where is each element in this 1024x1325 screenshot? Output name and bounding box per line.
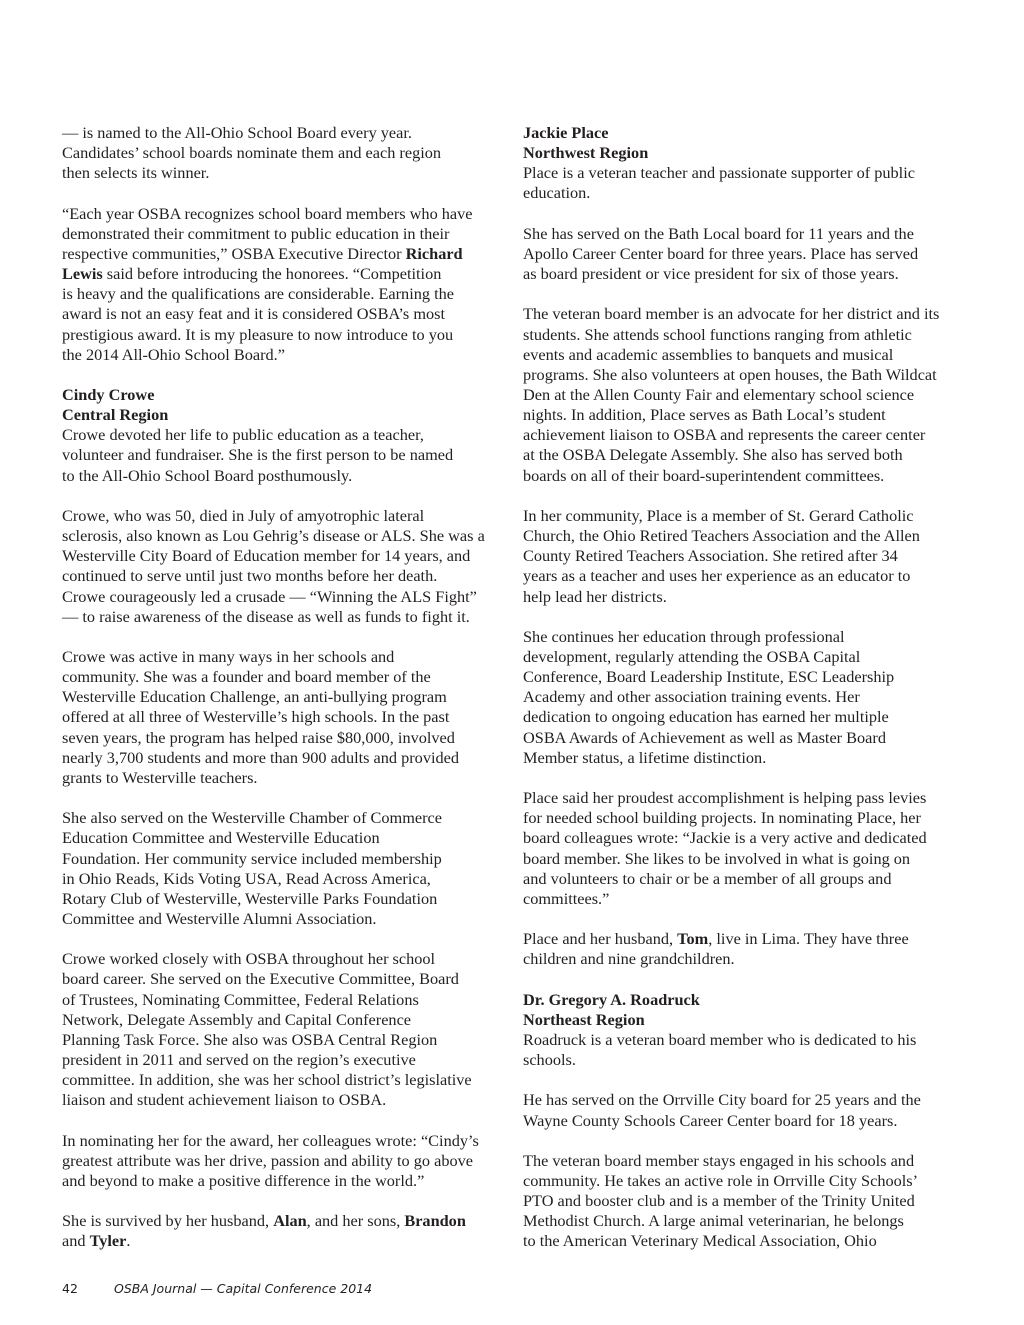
crowe-death-paragraph: Crowe, who was 50, died in July of amyotrophic lateral sclerosis, also known as Lou Gehrig’s disease or ALS. She was a Westerville City Board of Education member for 14 years, and continued to serve until just two months before her death. Crowe courageously led a crusade — “Winning the ALS Fight” — to raise awareness of the disease as well as funds to fight it. — [62, 505, 485, 626]
honoree-name: Jackie Place — [523, 123, 609, 142]
roadruck-profile-intro: Dr. Gregory A. Roadruck Northeast Region Roadruck is a veteran board member who is dedicated to his schools. — [523, 990, 973, 1071]
honoree-name: Cindy Crowe — [62, 385, 155, 404]
lewis-surname: Lewis — [62, 264, 103, 284]
crowe-osba-paragraph: Crowe worked closely with OSBA throughout her school board career. She served on the Executive Committee, Board of Trustees, Nominating Committee, Federal Relations Network, Delegate Assembly and Capital Conference Planning Task Force. She also was OSBA Central Region president in 2011 and served on the region’s executive committee. In addition, she was her school district’s legislative liaison and student achievement liaison to OSBA. — [62, 949, 472, 1110]
place-profile-intro: Jackie Place Northwest Region Place is a veteran teacher and passionate supporter of public education. — [523, 123, 973, 204]
crowe-chamber-paragraph: She also served on the Westerville Chamber of Commerce Education Committee and Westerville Education Foundation. Her community service included membership in Ohio Reads, Kids Voting USA, Read Across America, Rotary Club of Westerville, Westerville Parks Foundation Committee and Westerville Alumni Association. — [62, 808, 442, 929]
place-served-paragraph: She has served on the Bath Local board for 11 years and the Apollo Career Center board for three years. Place has served as board president or vice president for six of those years. — [523, 223, 919, 284]
honoree-region: Central Region — [62, 405, 169, 425]
place-advocate-paragraph: The veteran board member is an advocate for her district and its students. She attends school functions ranging from athletic events and academic assemblies to banquets and musical programs. She also volunteers at open houses, the Bath Wildcat Den at the Allen County Fair and elementary school science nights. In addition, Place serves as Bath Local’s student achievement liaison to OSBA and represents the career center at the OSBA Delegate Assembly. She also has served both boards on all of their board-superintendent committees. — [523, 304, 940, 485]
right-column — [523, 123, 973, 1272]
crowe-active-paragraph: Crowe was active in many ways in her schools and community. She was a founder and board member of the Westerville Education Challenge, an anti-bullying program offered at all three of Westerville’s high schools. In the past seven years, the program has helped raise $80,000, involved nearly 3,700 students and more than 900 adults and provided grants to Westerville teachers. — [62, 647, 459, 787]
place-community-paragraph: In her community, Place is a member of St. Gerard Catholic Church, the Ohio Retired Teachers Association and the Allen County Retired Teachers Association. She retired after 34 years as a teacher and uses her experience as an educator to help lead her districts. — [523, 505, 920, 606]
intro-paragraph: — is named to the All-Ohio School Board every year. Candidates’ school boards nominate them and each region then selects its winner. — [62, 123, 442, 183]
place-proudest-paragraph: Place said her proudest accomplishment is helping pass levies for needed school building projects. In nominating Place, her board colleagues wrote: “Jackie is a very active and dedicated board member. She likes to be involved in what is going on and volunteers to chair or be a member of all groups and committees.” — [523, 788, 927, 908]
place-education-paragraph: She continues her education through professional development, regularly attending the OSBA Capital Conference, Board Leadership Institute, ESC Leadership Academy and other association training events. Her dedication to ongoing education has earned her multiple OSBA Awards of Achievement as well as Master Board Member status, a lifetime distinction. — [523, 626, 895, 767]
honoree-region: Northwest Region — [523, 143, 649, 163]
journal-title: OSBA Journal — Capital Conference 2014 — [114, 1281, 373, 1296]
crowe-profile-intro: Cindy Crowe Central Region Crowe devoted her life to public education as a teacher, volunteer and fundraiser. She is the first person to be named to the All-Ohio School Board posthumously. — [62, 385, 507, 486]
left-column — [62, 123, 507, 1272]
roadruck-engaged-paragraph: The veteran board member stays engaged in his schools and community. He takes an active role in Orrville City Schools’ PTO and booster club and is a member of the Trinity United Methodist Church. A large animal veterinarian, he belongs to the American Veterinary Medical Association, Ohio — [523, 1150, 919, 1251]
place-husband-paragraph: Place and her husband, Tom, live in Lima. They have three children and nine grandchildren. — [523, 929, 909, 969]
richard-lewis-name: Richard — [405, 243, 463, 263]
honoree-region: Northeast Region — [523, 1009, 645, 1029]
page-footer — [62, 1281, 372, 1296]
roadruck-served-paragraph: He has served on the Orrville City board for 25 years and the Wayne County Schools Career Center board for 18 years. — [523, 1090, 921, 1130]
crowe-nominating-paragraph: In nominating her for the award, her colleagues wrote: “Cindy’s greatest attribute was her drive, passion and ability to go above and beyond to make a positive difference in the world.” — [62, 1130, 479, 1191]
honoree-name: Dr. Gregory A. Roadruck — [523, 989, 700, 1009]
lewis-quote-paragraph: “Each year OSBA recognizes school board members who have demonstrated their commitment to public education in their respective communities,” OSBA Executive Director Richard Lewis said before introducing the honorees. “Competition is heavy and the qualifications are considerable. Earning the award is not an easy feat and it is considered OSBA’s most prestigious award. It is my pleasure to now introduce to you the 2014 All-Ohio School Board.” — [62, 203, 473, 364]
crowe-survived-paragraph: She is survived by her husband, Alan, and her sons, Brandon and Tyler. — [62, 1211, 466, 1251]
page-number: 42 — [62, 1281, 78, 1296]
